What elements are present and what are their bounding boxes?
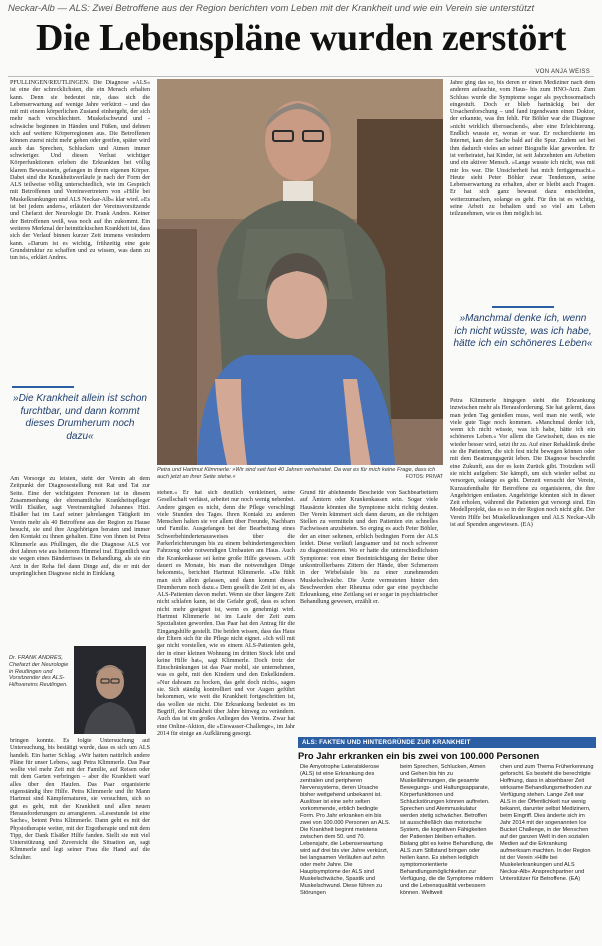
infobox-column-1: Die Amyotrophe Lateralsklerose (ALS) ist eine Erkrankung des zentralen und peripheren Nervensystems, deren Ursache bisher weitgehend unbekannt ist. Auslöser ist eine sehr selten vorkommende, erblich bedingte Form. Pro Jahr erkranken ein bis zwei von 100.000 Personen an ALS. Die Krankheit beginnt meistens zwischen dem 50. und 70. Lebensjahr, die Lebenserwartung wird auf drei bis vier Jahre verkürzt, bei langsamen Verläufen auf zehn oder mehr Jahre. Die Hauptsymptome der ALS sind Muskelschwäche, Spastik und Muskelschwund. Diese führen zu Störungen [300, 764, 391, 896]
couple-photo-icon [157, 79, 443, 465]
photo-credit: FOTOS: PRIVAT [405, 473, 443, 480]
body-column-4-top: Jahre ging das so, bis deren er einen Mediziner nach dem anderen aufsuchte, vom Haus- bis zum HNO-Arzt. Zum Schluss wurde die Symptome sogar als psychosomatisch eingestuft. Doch er blieb hartnäckig bei der Ursachenforschung – und fand irgendwann einen Doktor, der erkannte, was ihn fehlt. Für Böhler war die Diagnose »nicht wirklich überraschend«, aber eine Erleichterung. Endlich wusste er, woran er war. Er recherchierte im Internet, kam der Sache bald auf die Spur. Zudem sei bei ihm dadurch vieles an seiner Biografie klar geworden. Er ist verheiratet, hat Kinder, ist seit Jahrzehnten am Arbeiten und ein aktiver Mensch. »Lange wusste ich nicht, was mit mir los war. Die Unsicherheit hat mich fertiggemacht.« Heute sieht Peter Böhler zwar Tendenzen, seine Lebenserwartung zu erhalten, aber er bleibt auch Fragen. Er hat sich ganz bewusst dazu entschieden, weiterzumachen, solange es geht. Für ihn ist es wichtig, seine Arbeit zu behalten und so viel am Leben teilzunehmen, wie es ihm möglich ist. [450, 80, 595, 218]
infobox-title: Pro Jahr erkranken ein bis zwei von 100.000 Personen [298, 750, 540, 761]
body-column-1-top: PFULLINGEN/REUTLINGEN. Die Diagnose »ALS« ist eine der schrecklichsten, die ein Mensch erhalten kann. Denn sie bedeutet nie, dass sich die Lebenserwartung auf wenige Jahre verkürzt – und das mit mit einem körperlichen Zustand einhergeht, der sich mehr nach verschlechtert. Muskelschwund und -schwäche beginnen in Händen und Füßen, und dehnen sich auf weitere Körperregionen aus. Die Betroffenen können zuerst nicht mehr gehen oder greifen, später wird auch das Sprechen, Schlucken und Atmen immer schwieriger. Und diesen Verlust wichtiger Körperfunktionen erleben die Erkrankten bei völlig klarem Bewusstsein, gefangen in ihrem eigenen Körper. Dabei sind die Krankheitsverläufe je nach der Form der ALS teilweise völlig unterschiedlich, wie im Gespräch mit Betroffenen und Vereinsvertretern von »Hilfe bei Muskelkrankungen und ALS Neckar-Alb« klar wird. »Es ist bei jedem anders«, erläutert der Vereinsvorsitzende und Chefarzt der Neurologie Dr. Frank Andres. Keiner der Betroffenen weiß, was noch auf ihn zukommt. Ein weiteres Merkmal der heimtückischen Krankheit ist, dass sich der Verlauf binnen kurzer Zeit immens verändern kann. »Darum ist es wichtig, frühzeitig eine gute Grundstruktur zu schaffen und zu wissen, was dann zu tun ist«, erklärt Andres. [10, 80, 150, 262]
infobox-header: ALS: FAKTEN UND HINTERGRÜNDE ZUR KRANKHEIT [298, 737, 596, 748]
headline: Die Lebenspläne wurden zerstört [35, 17, 567, 59]
portrait-caption: Dr. FRANK ANDRES, Chefarzt der Neurologie in Reutlingen und Vorsitzender des ALS-Hilfsvereins Reutlingen. [9, 655, 69, 689]
quote-accent-bar [12, 386, 74, 388]
pull-quote-text: »Die Krankheit allein ist schon furchtbar, und dann kommt dieses Drumherum noch dazu« [13, 393, 147, 442]
photo-caption [157, 467, 443, 481]
body-column-1-bottom: bringen konnte. Es folgte Untersuchung auf Untersuchung, bis bestätigt wurde, dass es sich um ALS handelt. Ein harter Schlag. »Wir hatten natürlich andere Pläne für unser Leben«, sagt Petra Klimmerle. Das Paar wollte viel mehr Zeit mit der Familie, auf Reisen oder mit dem Garten verbringen – aber die Krankheit warf alles über den Haufen. Das Paar organisierte eigenständig ihre Hilfe. Petra Klimmerle und ihr Mann Hartmut sind Kämpfernaturen, sie versuchten, sich so gut es geht, mit der Krankheit und allen neuen Herausforderungen zu arrangieren. »Lesestunde ist eine Sache«, betont Petra Klimmerle. Dann geht es mit der Physiotherapie weiter, mit der Ergotherapie und mit dem Tipp, der Dank Elsäßer Hilfe fanden. Stellt sie mit viel Unterstützung und Zuversicht die Situation an, sagt Klimmerle und legt seiner Frau die Hand auf die Schulter. [10, 738, 150, 861]
photo-caption-text: Petra und Hartmut Klimmerle: »Wir sind seit fast 40 Jahren verheiratet. Da war es für mich keine Frage, dass ich auch jetzt an ihrer Seite stehe.« [157, 467, 436, 480]
kicker-line: Neckar-Alb — ALS: Zwei Betroffene aus der Region berichten vom Leben mit der Krankheit und wie ein Verein sie unterstützt [8, 3, 535, 14]
divider [8, 76, 594, 77]
pull-quote-2 [452, 306, 594, 351]
quote-accent-bar [492, 306, 554, 308]
infobox-column-2: beim Sprechen, Schlucken, Atmen und Gehen bis hin zu Muskellähmungen, die gesamte Bewegungs- und Haltungsapparate, Körperfunktionen und Schluckstörungen können auftreten. Sprechen und Atemmuskulatur werden stetig schwächer. Betroffen ist ausschließlich das motorische System, die kognitiven Fähigkeiten der Patienten bleiben erhalten. Bislang gibt es keine Behandlung, die ALS zum Stillstand bringen oder heilen kann. Es stehen lediglich symptomorientierte Behandlungsmöglichkeiten zur Verfügung, die die Symptome mildern und die Lebensqualität verbessern können. Weltweit [400, 764, 494, 896]
body-column-2: stehen.« Er hat sich deutlich verkleinert, seine Gesellschaft verlässt, arbeitet nur noch wenig nebenbei. Andere gingen es nicht, denn die Pflege verschlingt viele Stunden des Tages. Ihren Kontakt zu anderen Menschen halten sie vor allem über Freunde, Nachbarn und Familie. Ausgefangen bei der Bearbeitung eines Schwerbehindertenausweises über die Parkerleichterungen bis zu einem behindertengerechten Fahrzeug oder notwendigen Umbauten am Haus. Auch die Krankenkasse sei keine große Hilfe gewesen. »Oft dauert es Monate, bis man die notwendigen Dinge bekommt«, berichtet Hartmut Klimmerle. »Da fühlt man sich allein gelassen, und dann kommt dieses Drumherum noch dazu.« Dem gesellt die Zeit ist es, als ALS-Patienten davon mehrt. Wenn sie über längere Zeit nicht schlafen kann, ist die Gefahr groß, dass es schon nicht mehr geeignet ist, wenn es genehmigt wird. Hartmut Klimmerle ist im Laufe der Zeit zum Spezialisten geworden. Das Paar hat den Antrag für die Eingangshilfe gestellt. Die beiden wissen, dass das Haus der Eltern sich für die Pflege nicht eignet. »Ich will mit gar nicht vorstellen, wie es einem ALS-Patienten geht, der in einer kleinen Wohnung im dritten Stock lebt und keine Hilfe hat«, sagt Klimmerle. Doch trotz der Einschränkungen ist das Paar mobil, sie unternehmen, was es geht, mit den Kindern und den Enkelkindern. »Nur dahoam zu hocken, das geht doch nicht«, sagen sie. Sich ständig kontrolliert und vor Augen geführt bekommen, wie weit die Krankheit fortgeschritten ist, das wollen sie nicht. Die Erkrankung bedeutet es im Begriff, der Krankheit über Jahre hinweg zu verändern. Auch das ist ein großes Anliegen des Vereins. Zwar hat eine Online-Aktion, die »Eiswasser-Challenge«, im Jahr 2014 für einige an Aufklärung gesorgt. [157, 490, 295, 737]
pull-quote-text: »Manchmal denke ich, wenn ich nicht wüsste, was ich habe, hätte ich ein schöneres Leben« [453, 313, 593, 349]
body-column-3: Grund für ablehnende Bescheide von Sachbearbeitern auf Ämtern oder Krankenkassen sein. Sogar viele Hausärzte könnten die Symptome nicht richtig deuten. Der Verein kümmert sich dann darum, an die richtigen Stellen zu vermitteln und den Patienten ein schnelles Fachwissen anzubieten. So erging es auch Peter Böhler, der an einer seltenen, erblich bedingten Form der ALS leidet. Diese verläuft langsamer und ist noch schwerer zu diagnostizieren. Wo er hatte die unterschiedlichsten Symptome: von einer Beeinträchtigung der Beine über unkontrollierbares Zittern der Hände, über Schmerzen in der Wirbelsäule bis zu einer zunehmenden Muskelschwäche. Die Ärzte vermuteten hinter den Beschwerden eher Rheuma oder gar eine psychische Erkrankung, eine Zeitlang sei er sogar in psychiatrischer Behandlung gewesen, erzählt er. [300, 490, 438, 606]
pull-quote-1 [12, 386, 148, 443]
portrait-photo [74, 646, 146, 734]
body-column-1-mid: Am Vorsorge zu leisten, steht der Verein ab dem Zeitpunkt der Diagnosestellung mit Rat und Tat zur Seite. Eine der wichtigsten Personen ist in diesem Zusammenhang der ehrenamtliche Krankheitspfleger Willi Elsäßer, sagt Vereinsmitglied Johannes Hizi. Elsäßer hat im Lauf seiner jahrelangen Tätigkeit im Verein mehr als 40 Betroffene aus der Region zu Hause besucht, sie und ihre Angehörigen beraten und immer den Kontakt zu ihnen gehalten. Eine von ihnen ist Petra Klimmerle aus Pfullingen, die die Diagnose ALS vor drei Jahren wie aus heiterem Himmel traf. Eigentlich war sie wegen eines Bänderrisses in Behandlung, als sie ein Arzt in der Reha fiel dann Dinge auf, die er mit der ursprünglichen Diagnose nicht in Einklang [10, 476, 150, 577]
man-portrait-icon [74, 646, 146, 734]
couple-photo [157, 79, 443, 465]
infobox-column-3: chen und zum Thema Früherkennung geforscht. Es besteht die berechtigte Hoffnung, dass in absehbarer Zeit wirksame Behandlungsmethoden zur Verfügung stehen. Lange Zeit war ALS in der Öffentlichkeit nur wenig bekannt, darunter selbst Medizinern, beim Eingriff. Dies änderte sich im Jahr 2014 mit der sogenannten Ice Bucket Challenge, in der Menschen auf der ganzen Welt in den sozialen Medien auf die Erkrankung aufmerksam machten. In der Region ist der Verein »Hilfe bei Muskelerkrankungen und ALS Neckar-Alb« Ansprechpartner und Unterstützer für Betroffene. (EA) [500, 764, 594, 882]
byline: VON ANJA WEISS [535, 69, 590, 75]
body-column-4-bottom: Petra Klimmerle hingegen sieht die Erkrankung inzwischen mehr als Herausforderung. Sie hat gelernt, dass man jeden Tag genießen muss, weil man nie weiß, wie viele gute Tage noch kommen. »Manchmal denke ich, wenn ich nicht wüsste, was ich habe, hätte ich ein schöneres Leben.« Vor allem die Gewissheit, dass es nie wieder besser wird, setzt ihr zu. Auf einer Rehaklinik drehe sie die Patienten, die sich fest nicht bewegen können oder mit dem Beatmungsgerät leben. Die Diagnose beschreibt eine Zukunft, aus der es kein Zurück gibt. Trotzdem will sie nicht aufgeben: Sie kämpft, um sich wieder selbst zu versorgen, solange es geht. Derzeit versucht der Verein, Kurzaufenthalte für Betroffene zu organisieren, die ihre Angehörigen entlasten. Angehörige könnten sich in dieser Zeit erholen, während die Patienten gut versorgt sind. Ein Modellprojekt, das es so in der Region noch nicht gibt. Der Verein Hilfe bei Muskelkrankungen und ALS Neckar-Alb ist auf Spenden angewiesen. (EA) [450, 398, 595, 529]
